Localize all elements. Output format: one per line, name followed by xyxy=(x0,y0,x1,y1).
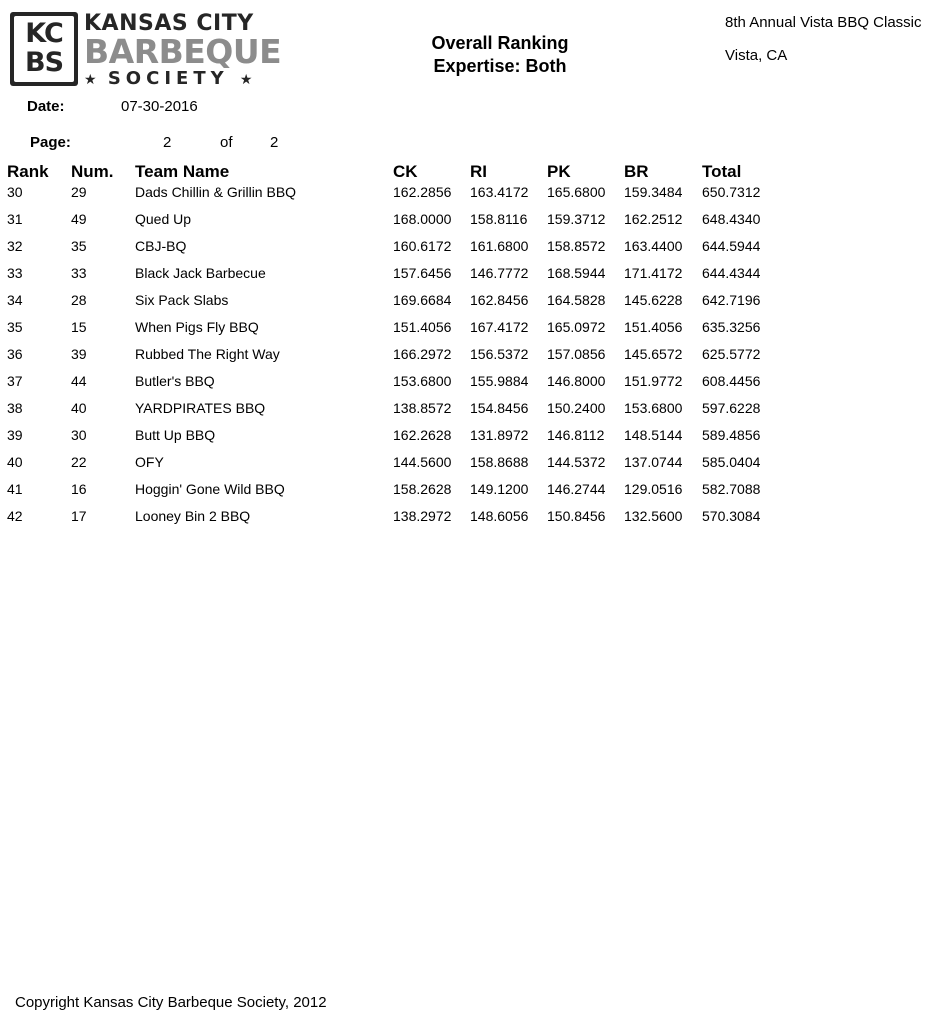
table-row xyxy=(0,426,800,453)
cell-ck: 160.6172 xyxy=(393,238,452,254)
cell-num: 33 xyxy=(71,265,87,281)
cell-ck: 138.2972 xyxy=(393,508,452,524)
logo-line-kansas-city: KANSAS CITY xyxy=(84,11,254,36)
cell-num: 22 xyxy=(71,454,87,470)
cell-team-name: CBJ-BQ xyxy=(135,238,187,254)
cell-ck: 162.2856 xyxy=(393,184,452,200)
cell-pk: 144.5372 xyxy=(547,454,606,470)
cell-ri: 149.1200 xyxy=(470,481,529,497)
column-header-rank: Rank xyxy=(7,162,49,181)
cell-num: 28 xyxy=(71,292,87,308)
cell-num: 15 xyxy=(71,319,87,335)
cell-rank: 32 xyxy=(7,238,23,254)
cell-num: 44 xyxy=(71,373,87,389)
cell-team-name: When Pigs Fly BBQ xyxy=(135,319,259,335)
cell-ck: 168.0000 xyxy=(393,211,452,227)
cell-total: 589.4856 xyxy=(702,427,761,443)
column-header-ck: CK xyxy=(393,162,418,181)
table-row xyxy=(0,372,800,399)
table-row xyxy=(0,291,800,318)
title-overall-ranking: Overall Ranking xyxy=(431,33,569,53)
cell-total: 585.0404 xyxy=(702,454,761,470)
cell-br: 171.4172 xyxy=(624,265,683,281)
cell-ck: 144.5600 xyxy=(393,454,452,470)
cell-team-name: Dads Chillin & Grillin BBQ xyxy=(135,184,297,200)
cell-br: 153.6800 xyxy=(624,400,683,416)
report-title xyxy=(400,32,600,78)
cell-br: 137.0744 xyxy=(624,454,683,470)
cell-br: 151.4056 xyxy=(624,319,683,335)
cell-team-name: Six Pack Slabs xyxy=(135,292,229,308)
cell-team-name: YARDPIRATES BBQ xyxy=(135,400,266,416)
cell-ck: 151.4056 xyxy=(393,319,452,335)
cell-pk: 165.0972 xyxy=(547,319,606,335)
cell-pk: 146.8000 xyxy=(547,373,606,389)
date-value: 07-30-2016 xyxy=(121,98,198,115)
cell-pk: 150.8456 xyxy=(547,508,606,524)
cell-total: 608.4456 xyxy=(702,373,761,389)
cell-num: 30 xyxy=(71,427,87,443)
cell-num: 29 xyxy=(71,184,87,200)
cell-rank: 36 xyxy=(7,346,23,362)
table-row xyxy=(0,183,800,210)
cell-total: 597.6228 xyxy=(702,400,761,416)
cell-total: 625.5772 xyxy=(702,346,761,362)
cell-rank: 38 xyxy=(7,400,23,416)
event-location: Vista, CA xyxy=(725,47,788,64)
cell-pk: 146.2744 xyxy=(547,481,606,497)
cell-num: 16 xyxy=(71,481,87,497)
cell-team-name: Hoggin' Gone Wild BBQ xyxy=(135,481,285,497)
table-row xyxy=(0,399,800,426)
cell-pk: 146.8112 xyxy=(547,427,605,443)
logo-society-text: SOCIETY xyxy=(107,68,229,89)
cell-total: 570.3084 xyxy=(702,508,761,524)
table-row xyxy=(0,345,800,372)
cell-total: 635.3256 xyxy=(702,319,761,335)
cell-rank: 37 xyxy=(7,373,23,389)
cell-ck: 153.6800 xyxy=(393,373,452,389)
cell-br: 145.6572 xyxy=(624,346,683,362)
cell-num: 49 xyxy=(71,211,87,227)
cell-team-name: Looney Bin 2 BBQ xyxy=(135,508,251,524)
cell-br: 162.2512 xyxy=(624,211,683,227)
event-name: 8th Annual Vista BBQ Classic xyxy=(725,14,922,31)
cell-ri: 156.5372 xyxy=(470,346,529,362)
kcbs-monogram xyxy=(10,12,78,86)
cell-total: 648.4340 xyxy=(702,211,761,227)
table-row xyxy=(0,318,800,345)
cell-pk: 158.8572 xyxy=(547,238,606,254)
cell-ri: 162.8456 xyxy=(470,292,529,308)
column-header-pk: PK xyxy=(547,162,571,181)
cell-ck: 157.6456 xyxy=(393,265,452,281)
column-header-total: Total xyxy=(702,162,742,181)
cell-ri: 158.8688 xyxy=(470,454,529,470)
cell-rank: 39 xyxy=(7,427,23,443)
date-label: Date: xyxy=(27,98,65,115)
column-header-team-name: Team Name xyxy=(135,162,230,181)
cell-team-name: Rubbed The Right Way xyxy=(135,346,280,362)
monogram-top: KC xyxy=(25,18,63,49)
cell-rank: 33 xyxy=(7,265,23,281)
page-total: 2 xyxy=(270,134,279,151)
cell-pk: 157.0856 xyxy=(547,346,606,362)
cell-num: 17 xyxy=(71,508,87,524)
star-icon: ★ xyxy=(84,72,97,88)
copyright-footer: Copyright Kansas City Barbeque Society, 2012 xyxy=(15,994,327,1011)
cell-ck: 138.8572 xyxy=(393,400,452,416)
monogram-bottom: BS xyxy=(24,47,64,78)
column-header-br: BR xyxy=(624,162,649,181)
cell-rank: 31 xyxy=(7,211,23,227)
page-number: 2 xyxy=(163,134,172,151)
cell-ri: 167.4172 xyxy=(470,319,529,335)
cell-br: 151.9772 xyxy=(624,373,683,389)
table-row xyxy=(0,264,800,291)
cell-ri: 131.8972 xyxy=(470,427,529,443)
cell-br: 148.5144 xyxy=(624,427,683,443)
cell-rank: 41 xyxy=(7,481,23,497)
kcbs-logo xyxy=(10,12,282,88)
cell-pk: 159.3712 xyxy=(547,211,606,227)
table-row xyxy=(0,480,800,507)
cell-total: 644.4344 xyxy=(702,265,761,281)
table-row xyxy=(0,210,800,237)
cell-num: 35 xyxy=(71,238,87,254)
column-header-num: Num. xyxy=(71,162,114,181)
cell-ck: 162.2628 xyxy=(393,427,452,443)
cell-br: 145.6228 xyxy=(624,292,683,308)
column-header-ri: RI xyxy=(470,162,487,181)
table-row xyxy=(0,453,800,480)
cell-ri: 163.4172 xyxy=(470,184,529,200)
cell-team-name: Black Jack Barbecue xyxy=(135,265,266,281)
cell-team-name: Butler's BBQ xyxy=(135,373,215,389)
cell-total: 644.5944 xyxy=(702,238,761,254)
cell-ck: 169.6684 xyxy=(393,292,452,308)
cell-pk: 150.2400 xyxy=(547,400,606,416)
cell-ri: 155.9884 xyxy=(470,373,529,389)
cell-num: 39 xyxy=(71,346,87,362)
table-row xyxy=(0,507,800,534)
cell-rank: 35 xyxy=(7,319,23,335)
cell-total: 642.7196 xyxy=(702,292,761,308)
cell-num: 40 xyxy=(71,400,87,416)
cell-ri: 146.7772 xyxy=(470,265,529,281)
cell-pk: 168.5944 xyxy=(547,265,606,281)
cell-ck: 158.2628 xyxy=(393,481,452,497)
cell-rank: 42 xyxy=(7,508,23,524)
logo-line-society xyxy=(84,68,281,91)
cell-br: 159.3484 xyxy=(624,184,683,200)
page-of: of xyxy=(220,134,233,151)
cell-total: 650.7312 xyxy=(702,184,761,200)
cell-team-name: Qued Up xyxy=(135,211,192,227)
cell-ri: 148.6056 xyxy=(470,508,529,524)
ranking-table xyxy=(0,183,800,534)
cell-ri: 154.8456 xyxy=(470,400,529,416)
cell-total: 582.7088 xyxy=(702,481,761,497)
cell-br: 132.5600 xyxy=(624,508,683,524)
cell-team-name: OFY xyxy=(135,454,164,470)
cell-rank: 30 xyxy=(7,184,23,200)
cell-br: 163.4400 xyxy=(624,238,683,254)
table-row xyxy=(0,237,800,264)
cell-ri: 161.6800 xyxy=(470,238,529,254)
star-icon: ★ xyxy=(239,72,253,88)
cell-pk: 165.6800 xyxy=(547,184,606,200)
cell-br: 129.0516 xyxy=(624,481,683,497)
cell-rank: 40 xyxy=(7,454,23,470)
cell-ck: 166.2972 xyxy=(393,346,452,362)
cell-pk: 164.5828 xyxy=(547,292,606,308)
page-label: Page: xyxy=(30,134,71,151)
cell-ri: 158.8116 xyxy=(470,211,528,227)
title-expertise: Expertise: Both xyxy=(433,56,567,76)
cell-team-name: Butt Up BBQ xyxy=(135,427,216,443)
cell-rank: 34 xyxy=(7,292,23,308)
logo-line-barbeque: BARBEQUE xyxy=(84,32,282,71)
